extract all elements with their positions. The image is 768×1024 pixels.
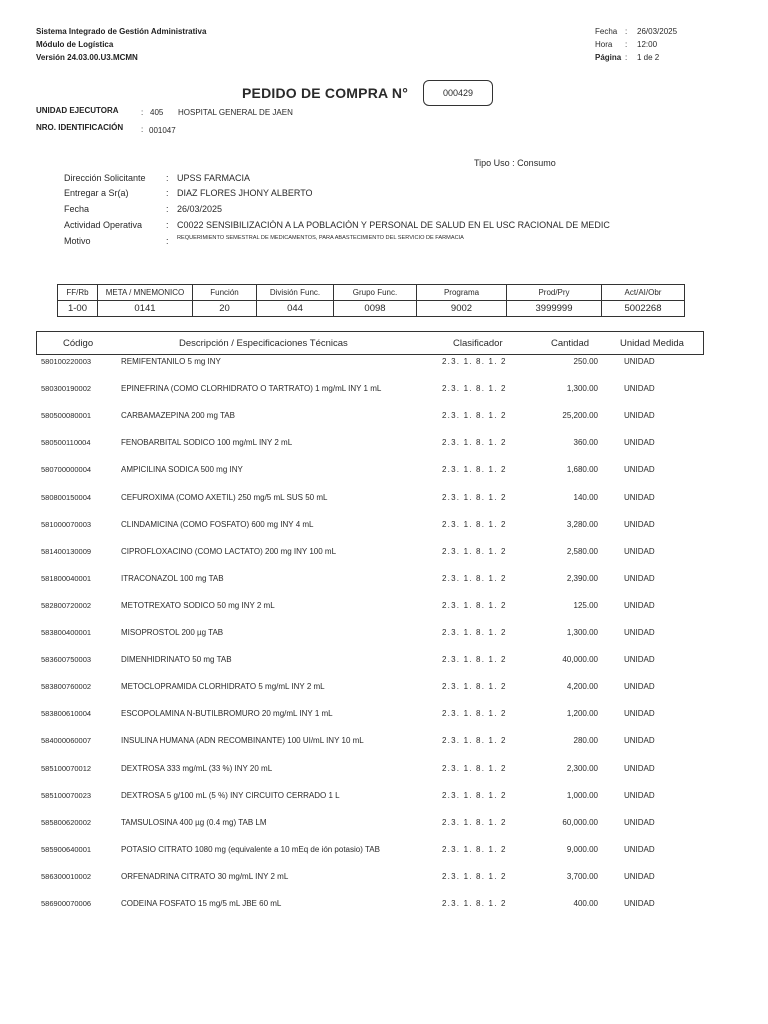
- item-quantity: 280.00: [573, 736, 598, 745]
- item-unit: UNIDAD: [624, 682, 655, 691]
- financial-header-cell: División Func.: [257, 285, 334, 301]
- item-quantity: 2,390.00: [566, 574, 598, 583]
- item-unit: UNIDAD: [624, 493, 655, 502]
- item-code: 580700000004: [41, 465, 92, 474]
- item-row: [0, 384, 768, 398]
- item-unit: UNIDAD: [624, 574, 655, 583]
- nro-identificacion-value: 001047: [149, 126, 176, 135]
- actividad-colon: :: [166, 220, 169, 230]
- item-unit: UNIDAD: [624, 411, 655, 420]
- financial-header-cell: META / MNEMONICO: [98, 285, 193, 301]
- item-description: DEXTROSA 333 mg/mL (33 %) INY 20 mL: [121, 764, 273, 773]
- item-quantity: 140.00: [573, 493, 598, 502]
- item-row: [0, 736, 768, 750]
- nro-identificacion-label: NRO. IDENTIFICACIÓN: [36, 123, 124, 132]
- item-clasificador: 2.3. 1. 8. 1. 2: [442, 628, 507, 637]
- item-unit: UNIDAD: [624, 384, 655, 393]
- item-quantity: 250.00: [573, 357, 598, 366]
- direccion-colon: :: [166, 173, 169, 183]
- item-clasificador: 2.3. 1. 8. 1. 2: [442, 357, 507, 366]
- item-clasificador: 2.3. 1. 8. 1. 2: [442, 872, 507, 881]
- direccion-value: UPSS FARMACIA: [177, 173, 251, 183]
- item-code: 582800720002: [41, 601, 92, 610]
- item-description: ORFENADRINA CITRATO 30 mg/mL INY 2 mL: [121, 872, 289, 881]
- unidad-ejecutora-colon: :: [141, 108, 144, 117]
- tipo-uso: Tipo Uso : Consumo: [474, 158, 556, 168]
- item-unit: UNIDAD: [624, 899, 655, 908]
- items-header-unidad: Unidad Medida: [620, 338, 684, 349]
- item-clasificador: 2.3. 1. 8. 1. 2: [442, 493, 507, 502]
- item-unit: UNIDAD: [624, 818, 655, 827]
- actividad-label: Actividad Operativa: [64, 220, 143, 230]
- item-unit: UNIDAD: [624, 357, 655, 366]
- item-quantity: 1,200.00: [566, 709, 598, 718]
- item-code: 580500110004: [41, 438, 91, 447]
- financial-header-cell: FF/Rb: [58, 285, 98, 301]
- item-row: [0, 655, 768, 669]
- item-code: 583800400001: [41, 628, 92, 637]
- item-unit: UNIDAD: [624, 764, 655, 773]
- financial-value-cell: 3999999: [507, 301, 602, 317]
- item-clasificador: 2.3. 1. 8. 1. 2: [442, 438, 507, 447]
- direccion-label: Dirección Solicitante: [64, 173, 146, 183]
- item-clasificador: 2.3. 1. 8. 1. 2: [442, 601, 507, 610]
- item-row: [0, 547, 768, 561]
- item-row: [0, 845, 768, 859]
- entregar-label: Entregar a Sr(a): [64, 188, 129, 198]
- item-description: DIMENHIDRINATO 50 mg TAB: [121, 655, 232, 664]
- financial-header-cell: Función: [193, 285, 257, 301]
- fecha-request-value: 26/03/2025: [177, 204, 223, 214]
- item-code: 586300010002: [41, 872, 92, 881]
- item-code: 581000070003: [41, 520, 92, 529]
- item-description: CODEINA FOSFATO 15 mg/5 mL JBE 60 mL: [121, 899, 282, 908]
- item-quantity: 1,680.00: [566, 465, 598, 474]
- item-row: [0, 818, 768, 832]
- item-code: 585800620002: [41, 818, 92, 827]
- item-row: [0, 872, 768, 886]
- financial-header-row: [58, 285, 685, 301]
- item-description: AMPICILINA SODICA 500 mg INY: [121, 465, 243, 474]
- item-code: 583800760002: [41, 682, 92, 691]
- item-quantity: 360.00: [573, 438, 598, 447]
- item-code: 586900070006: [41, 899, 92, 908]
- motivo-label: Motivo: [64, 236, 91, 246]
- item-code: 581800040001: [41, 574, 92, 583]
- motivo-value: REQUERIMIENTO SEMESTRAL DE MEDICAMENTOS, PARA ABASTECIMIENTO DEL SERVICIO DE FARMACIA: [177, 235, 464, 241]
- financial-value-cell: 5002268: [602, 301, 685, 317]
- item-code: 583800610004: [41, 709, 92, 718]
- item-row: [0, 574, 768, 588]
- item-row: [0, 791, 768, 805]
- item-description: EPINEFRINA (COMO CLORHIDRATO O TARTRATO) 1 mg/mL INY 1 mL: [121, 384, 382, 393]
- item-clasificador: 2.3. 1. 8. 1. 2: [442, 791, 507, 800]
- item-code: 581400130009: [41, 547, 92, 556]
- item-row: [0, 899, 768, 913]
- item-unit: UNIDAD: [624, 628, 655, 637]
- item-clasificador: 2.3. 1. 8. 1. 2: [442, 384, 507, 393]
- item-description: CLINDAMICINA (COMO FOSFATO) 600 mg INY 4 mL: [121, 520, 314, 529]
- hora-label: Hora: [595, 40, 613, 49]
- item-quantity: 125.00: [573, 601, 598, 610]
- item-quantity: 9,000.00: [566, 845, 598, 854]
- item-row: [0, 682, 768, 696]
- order-number-box: [423, 80, 493, 106]
- item-row: [0, 357, 768, 371]
- financial-value-cell: 1-00: [58, 301, 98, 317]
- item-description: ESCOPOLAMINA N-BUTILBROMURO 20 mg/mL INY 1 mL: [121, 709, 333, 718]
- fecha-label: Fecha: [595, 27, 618, 36]
- pagina-value: 1 de 2: [637, 53, 660, 62]
- financial-header-cell: Act/AI/Obr: [602, 285, 685, 301]
- item-clasificador: 2.3. 1. 8. 1. 2: [442, 845, 507, 854]
- item-quantity: 400.00: [573, 899, 598, 908]
- items-header-code: Código: [63, 338, 94, 349]
- unidad-ejecutora-label: UNIDAD EJECUTORA: [36, 106, 119, 115]
- item-unit: UNIDAD: [624, 438, 655, 447]
- fecha-request-label: Fecha: [64, 204, 90, 214]
- item-code: 585100070012: [41, 764, 92, 773]
- item-clasificador: 2.3. 1. 8. 1. 2: [442, 764, 507, 773]
- module-name: Módulo de Logística: [36, 40, 114, 49]
- item-clasificador: 2.3. 1. 8. 1. 2: [442, 818, 507, 827]
- item-unit: UNIDAD: [624, 520, 655, 529]
- hora-colon: :: [625, 40, 628, 49]
- item-row: [0, 520, 768, 534]
- item-code: 580500080001: [41, 411, 92, 420]
- item-row: [0, 601, 768, 615]
- item-row: [0, 438, 768, 452]
- item-clasificador: 2.3. 1. 8. 1. 2: [442, 547, 507, 556]
- fecha-value: 26/03/2025: [637, 27, 678, 36]
- item-row: [0, 465, 768, 479]
- item-code: 580300190002: [41, 384, 92, 393]
- pagina-colon: :: [625, 53, 628, 62]
- items-header-cantidad: Cantidad: [551, 338, 590, 349]
- fecha-request-colon: :: [166, 204, 169, 214]
- item-quantity: 40,000.00: [562, 655, 598, 664]
- item-unit: UNIDAD: [624, 709, 655, 718]
- item-description: FENOBARBITAL SODICO 100 mg/mL INY 2 mL: [121, 438, 293, 447]
- system-version: Versión 24.03.00.U3.MCMN: [36, 53, 138, 62]
- item-unit: UNIDAD: [624, 736, 655, 745]
- item-unit: UNIDAD: [624, 791, 655, 800]
- item-quantity: 3,700.00: [566, 872, 598, 881]
- item-unit: UNIDAD: [624, 547, 655, 556]
- financial-value-cell: 9002: [417, 301, 507, 317]
- items-table-header: [36, 331, 704, 355]
- item-description: TAMSULOSINA 400 µg (0.4 mg) TAB LM: [121, 818, 267, 827]
- item-description: METOTREXATO SODICO 50 mg INY 2 mL: [121, 601, 275, 610]
- item-unit: UNIDAD: [624, 601, 655, 610]
- item-description: METOCLOPRAMIDA CLORHIDRATO 5 mg/mL INY 2 mL: [121, 682, 325, 691]
- item-code: 585100070023: [41, 791, 92, 800]
- item-row: [0, 709, 768, 723]
- item-quantity: 1,300.00: [566, 628, 598, 637]
- item-description: INSULINA HUMANA (ADN RECOMBINANTE) 100 UI/mL INY 10 mL: [121, 736, 364, 745]
- item-description: POTASIO CITRATO 1080 mg (equivalente a 10 mEq de ión potasio) TAB: [121, 845, 380, 854]
- item-clasificador: 2.3. 1. 8. 1. 2: [442, 465, 507, 474]
- item-row: [0, 764, 768, 778]
- item-quantity: 4,200.00: [566, 682, 598, 691]
- item-code: 585900640001: [41, 845, 92, 854]
- unidad-ejecutora-name: HOSPITAL GENERAL DE JAEN: [178, 108, 293, 117]
- item-description: CEFUROXIMA (COMO AXETIL) 250 mg/5 mL SUS 50 mL: [121, 493, 328, 502]
- entregar-value: DIAZ FLORES JHONY ALBERTO: [177, 188, 313, 198]
- hora-value: 12:00: [637, 40, 658, 49]
- item-unit: UNIDAD: [624, 845, 655, 854]
- financial-header-cell: Programa: [417, 285, 507, 301]
- item-clasificador: 2.3. 1. 8. 1. 2: [442, 411, 507, 420]
- financial-value-cell: 0098: [334, 301, 417, 317]
- page-title: PEDIDO DE COMPRA N°: [242, 85, 409, 101]
- item-code: 580100220003: [41, 357, 92, 366]
- item-unit: UNIDAD: [624, 465, 655, 474]
- unidad-ejecutora-code: 405: [150, 108, 164, 117]
- item-quantity: 1,000.00: [566, 791, 598, 800]
- item-quantity: 1,300.00: [566, 384, 598, 393]
- item-code: 583600750003: [41, 655, 92, 664]
- items-header-clasificador: Clasificador: [453, 338, 503, 349]
- item-row: [0, 628, 768, 642]
- financial-value-cell: 044: [257, 301, 334, 317]
- motivo-colon: :: [166, 236, 169, 246]
- item-description: REMIFENTANILO 5 mg INY: [121, 357, 221, 366]
- financial-value-cell: 0141: [98, 301, 193, 317]
- item-description: CARBAMAZEPINA 200 mg TAB: [121, 411, 235, 420]
- item-description: CIPROFLOXACINO (COMO LACTATO) 200 mg INY 100 mL: [121, 547, 337, 556]
- financial-header-cell: Grupo Func.: [334, 285, 417, 301]
- item-quantity: 2,580.00: [566, 547, 598, 556]
- financial-value-cell: 20: [193, 301, 257, 317]
- fecha-colon: :: [625, 27, 628, 36]
- item-description: MISOPROSTOL 200 µg TAB: [121, 628, 224, 637]
- item-description: ITRACONAZOL 100 mg TAB: [121, 574, 224, 583]
- item-unit: UNIDAD: [624, 655, 655, 664]
- item-clasificador: 2.3. 1. 8. 1. 2: [442, 736, 507, 745]
- item-clasificador: 2.3. 1. 8. 1. 2: [442, 520, 507, 529]
- order-number: 000429: [442, 88, 474, 98]
- item-row: [0, 411, 768, 425]
- nro-identificacion-colon: :: [141, 125, 144, 134]
- item-quantity: 60,000.00: [562, 818, 598, 827]
- item-quantity: 2,300.00: [566, 764, 598, 773]
- item-code: 580800150004: [41, 493, 92, 502]
- system-name: Sistema Integrado de Gestión Administrativa: [36, 27, 207, 36]
- item-clasificador: 2.3. 1. 8. 1. 2: [442, 682, 507, 691]
- items-header-desc: Descripción / Especificaciones Técnicas: [179, 338, 348, 349]
- item-clasificador: 2.3. 1. 8. 1. 2: [442, 709, 507, 718]
- item-clasificador: 2.3. 1. 8. 1. 2: [442, 899, 507, 908]
- financial-header-cell: Prod/Pry: [507, 285, 602, 301]
- item-unit: UNIDAD: [624, 872, 655, 881]
- item-quantity: 25,200.00: [562, 411, 598, 420]
- item-clasificador: 2.3. 1. 8. 1. 2: [442, 574, 507, 583]
- entregar-colon: :: [166, 188, 169, 198]
- item-description: DEXTROSA 5 g/100 mL (5 %) INY CIRCUITO CERRADO 1 L: [121, 791, 340, 800]
- financial-table: [57, 284, 685, 317]
- actividad-value: C0022 SENSIBILIZACIÓN A LA POBLACIÓN Y PERSONAL DE SALUD EN EL USC RACIONAL DE MEDIC: [177, 220, 610, 230]
- item-quantity: 3,280.00: [566, 520, 598, 529]
- pagina-label: Página: [595, 53, 622, 62]
- item-row: [0, 493, 768, 507]
- item-code: 584000060007: [41, 736, 92, 745]
- financial-value-row: [58, 301, 685, 317]
- item-clasificador: 2.3. 1. 8. 1. 2: [442, 655, 507, 664]
